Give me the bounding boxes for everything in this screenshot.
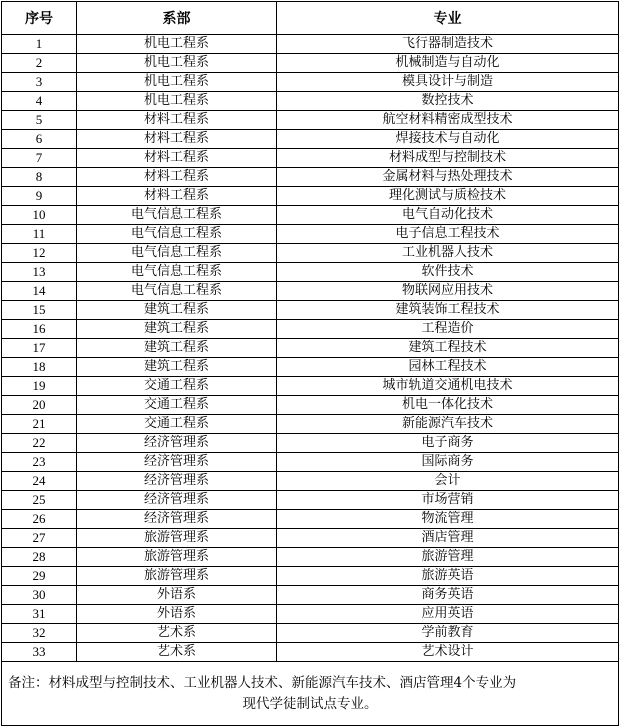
cell-index: 19 [2, 377, 77, 396]
header-major: 专业 [277, 2, 619, 35]
table-row [2, 206, 619, 225]
table-row [2, 472, 619, 491]
cell-index: 2 [2, 54, 77, 73]
cell-department: 艺术系 [77, 624, 277, 643]
header-row [2, 2, 619, 35]
cell-index: 23 [2, 453, 77, 472]
cell-department: 材料工程系 [77, 168, 277, 187]
cell-major: 园林工程技术 [277, 358, 619, 377]
cell-department: 材料工程系 [77, 149, 277, 168]
cell-department: 经济管理系 [77, 491, 277, 510]
cell-index: 16 [2, 320, 77, 339]
cell-index: 12 [2, 244, 77, 263]
cell-major: 城市轨道交通机电技术 [277, 377, 619, 396]
cell-department: 材料工程系 [77, 130, 277, 149]
table-row [2, 643, 619, 662]
cell-index: 22 [2, 434, 77, 453]
cell-department: 旅游管理系 [77, 548, 277, 567]
cell-major: 会计 [277, 472, 619, 491]
cell-department: 电气信息工程系 [77, 225, 277, 244]
cell-index: 17 [2, 339, 77, 358]
cell-major: 机械制造与自动化 [277, 54, 619, 73]
table-row [2, 35, 619, 54]
cell-major: 航空材料精密成型技术 [277, 111, 619, 130]
table-row [2, 301, 619, 320]
cell-index: 28 [2, 548, 77, 567]
cell-major: 物联网应用技术 [277, 282, 619, 301]
table-row [2, 54, 619, 73]
cell-department: 艺术系 [77, 643, 277, 662]
cell-index: 11 [2, 225, 77, 244]
cell-department: 建筑工程系 [77, 320, 277, 339]
cell-department: 外语系 [77, 605, 277, 624]
cell-department: 经济管理系 [77, 453, 277, 472]
cell-index: 25 [2, 491, 77, 510]
table-row [2, 510, 619, 529]
table-row [2, 92, 619, 111]
table-row [2, 586, 619, 605]
cell-index: 10 [2, 206, 77, 225]
cell-major: 商务英语 [277, 586, 619, 605]
cell-department: 交通工程系 [77, 396, 277, 415]
table-row [2, 434, 619, 453]
table-row [2, 244, 619, 263]
cell-index: 6 [2, 130, 77, 149]
table-row [2, 605, 619, 624]
cell-major: 新能源汽车技术 [277, 415, 619, 434]
cell-major: 艺术设计 [277, 643, 619, 662]
cell-index: 1 [2, 35, 77, 54]
cell-department: 电气信息工程系 [77, 244, 277, 263]
cell-index: 18 [2, 358, 77, 377]
cell-department: 经济管理系 [77, 510, 277, 529]
cell-major: 市场营销 [277, 491, 619, 510]
cell-index: 3 [2, 73, 77, 92]
cell-index: 20 [2, 396, 77, 415]
cell-major: 数控技术 [277, 92, 619, 111]
cell-major: 金属材料与热处理技术 [277, 168, 619, 187]
table-row [2, 358, 619, 377]
table-row [2, 149, 619, 168]
note-line-1: 备注：材料成型与控制技术、工业机器人技术、新能源汽车技术、酒店管理4个专业为 [8, 674, 517, 691]
cell-index: 29 [2, 567, 77, 586]
cell-department: 旅游管理系 [77, 529, 277, 548]
cell-department: 建筑工程系 [77, 301, 277, 320]
cell-index: 13 [2, 263, 77, 282]
cell-major: 电子信息工程技术 [277, 225, 619, 244]
table-row [2, 567, 619, 586]
header-index: 序号 [2, 2, 77, 35]
cell-department: 电气信息工程系 [77, 263, 277, 282]
cell-department: 经济管理系 [77, 472, 277, 491]
table-row [2, 320, 619, 339]
cell-index: 4 [2, 92, 77, 111]
note-cell [2, 662, 619, 726]
cell-major: 酒店管理 [277, 529, 619, 548]
cell-department: 电气信息工程系 [77, 206, 277, 225]
cell-major: 工程造价 [277, 320, 619, 339]
cell-index: 27 [2, 529, 77, 548]
cell-index: 21 [2, 415, 77, 434]
cell-major: 焊接技术与自动化 [277, 130, 619, 149]
cell-major: 应用英语 [277, 605, 619, 624]
cell-major: 电子商务 [277, 434, 619, 453]
cell-department: 外语系 [77, 586, 277, 605]
table-row [2, 377, 619, 396]
cell-major: 机电一体化技术 [277, 396, 619, 415]
cell-index: 31 [2, 605, 77, 624]
note-row [2, 662, 619, 726]
table-row [2, 491, 619, 510]
cell-department: 交通工程系 [77, 377, 277, 396]
cell-major: 软件技术 [277, 263, 619, 282]
cell-major: 理化测试与质检技术 [277, 187, 619, 206]
cell-department: 电气信息工程系 [77, 282, 277, 301]
table-row [2, 187, 619, 206]
cell-department: 材料工程系 [77, 111, 277, 130]
table-row [2, 73, 619, 92]
cell-major: 物流管理 [277, 510, 619, 529]
cell-index: 8 [2, 168, 77, 187]
cell-index: 9 [2, 187, 77, 206]
cell-index: 30 [2, 586, 77, 605]
cell-department: 经济管理系 [77, 434, 277, 453]
cell-index: 5 [2, 111, 77, 130]
cell-department: 交通工程系 [77, 415, 277, 434]
cell-department: 机电工程系 [77, 35, 277, 54]
table-row [2, 548, 619, 567]
table-row [2, 168, 619, 187]
cell-department: 建筑工程系 [77, 339, 277, 358]
cell-department: 机电工程系 [77, 73, 277, 92]
table-row [2, 282, 619, 301]
cell-major: 电气自动化技术 [277, 206, 619, 225]
table-row [2, 225, 619, 244]
cell-major: 建筑工程技术 [277, 339, 619, 358]
majors-table [1, 1, 619, 726]
cell-department: 机电工程系 [77, 92, 277, 111]
table-body [2, 35, 619, 662]
table-row [2, 130, 619, 149]
table-row [2, 415, 619, 434]
table-row [2, 624, 619, 643]
table-row [2, 263, 619, 282]
cell-index: 33 [2, 643, 77, 662]
cell-index: 26 [2, 510, 77, 529]
cell-index: 24 [2, 472, 77, 491]
cell-department: 建筑工程系 [77, 358, 277, 377]
table-row [2, 453, 619, 472]
cell-index: 32 [2, 624, 77, 643]
cell-major: 飞行器制造技术 [277, 35, 619, 54]
cell-major: 材料成型与控制技术 [277, 149, 619, 168]
table-row [2, 111, 619, 130]
cell-department: 机电工程系 [77, 54, 277, 73]
cell-index: 7 [2, 149, 77, 168]
cell-major: 学前教育 [277, 624, 619, 643]
header-department: 系部 [77, 2, 277, 35]
cell-index: 15 [2, 301, 77, 320]
cell-department: 旅游管理系 [77, 567, 277, 586]
cell-major: 建筑装饰工程技术 [277, 301, 619, 320]
table-row [2, 339, 619, 358]
cell-major: 模具设计与制造 [277, 73, 619, 92]
table-row [2, 396, 619, 415]
cell-department: 材料工程系 [77, 187, 277, 206]
note-line-2: 现代学徒制试点专业。 [242, 695, 378, 712]
cell-major: 国际商务 [277, 453, 619, 472]
cell-index: 14 [2, 282, 77, 301]
cell-major: 旅游英语 [277, 567, 619, 586]
cell-major: 旅游管理 [277, 548, 619, 567]
table-row [2, 529, 619, 548]
cell-major: 工业机器人技术 [277, 244, 619, 263]
